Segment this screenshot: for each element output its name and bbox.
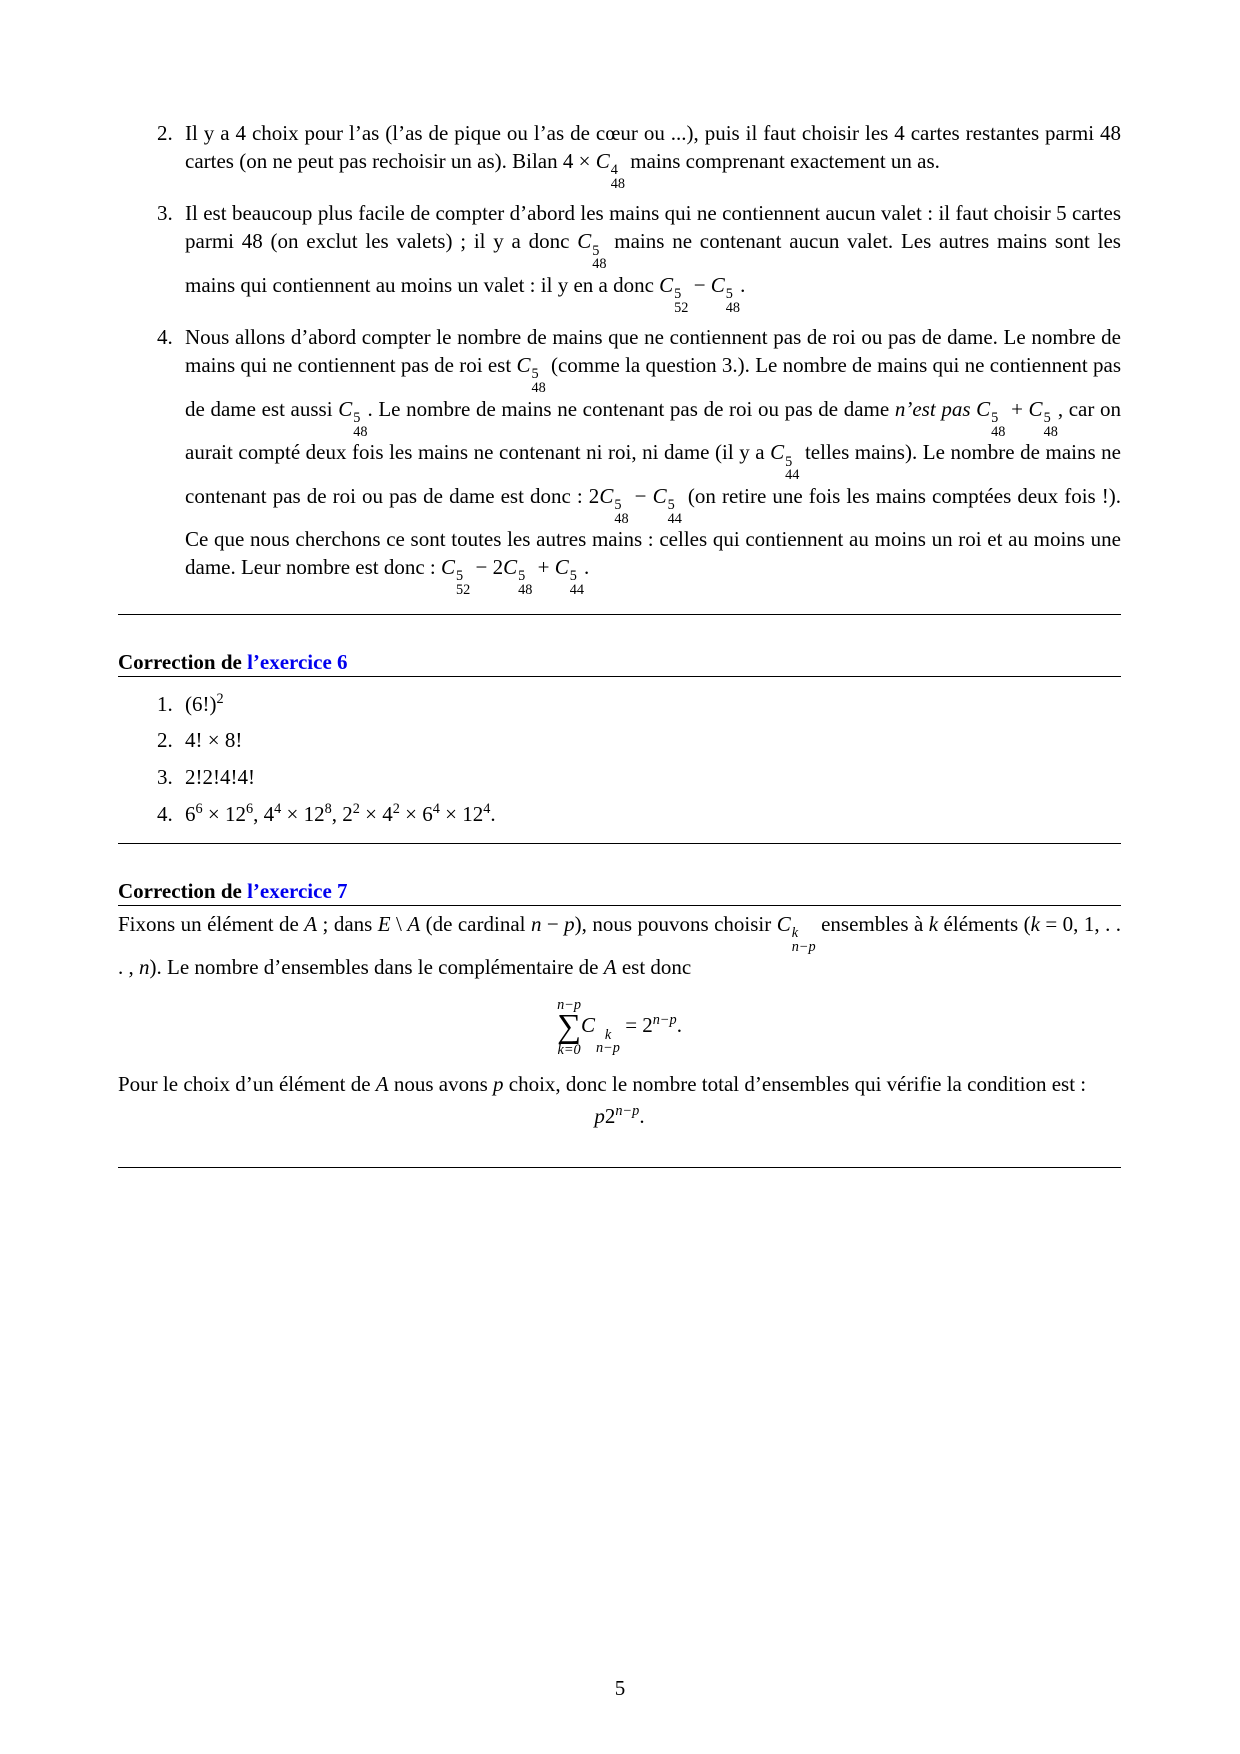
text: ), nous pouvons choisir xyxy=(574,911,777,936)
math-var: A xyxy=(407,911,421,936)
text: mains ne contenant aucun valet. Les autres mains sont les mains qui contiennent au moins un valet : il y en a donc xyxy=(185,229,1121,297)
text: (de cardinal xyxy=(420,911,531,936)
binomial-sub: 48 xyxy=(610,175,626,192)
sum-upper: n−p xyxy=(557,997,581,1014)
text: nous avons xyxy=(388,1071,494,1096)
binomial-sub: 48 xyxy=(353,423,368,440)
text: + xyxy=(532,555,555,580)
binomial-sub: 48 xyxy=(518,582,533,598)
binomial-sub: 44 xyxy=(569,582,585,598)
math-var: n xyxy=(139,955,150,980)
binomial: C xyxy=(441,555,456,580)
exercise-6-link[interactable]: l’exercice 6 xyxy=(247,649,348,674)
text: × 12 xyxy=(202,801,246,826)
binomial-sup: 5 xyxy=(991,410,999,426)
sum-operator xyxy=(557,998,581,1057)
binomial: C xyxy=(659,272,674,297)
equals: = 2 xyxy=(619,1013,653,1038)
exponent: 2 xyxy=(352,800,360,817)
text: (on retire une fois les mains comptées deux fois !). Ce que nous cherchons ce sont toutes les autres mains : celles qui contiennent au moins un roi et au moins une dame. Leur nombre est donc : xyxy=(185,483,1122,580)
text: 2!2!4!4! xyxy=(185,765,255,790)
exponent: 4 xyxy=(432,800,440,817)
divider xyxy=(118,614,1121,615)
text: mains comprenant exactement un as. xyxy=(625,148,940,173)
heading-text: Correction de xyxy=(118,649,248,674)
binomial-sup: 5 xyxy=(592,242,600,259)
binomial-indices xyxy=(611,164,625,191)
binomial-sub: n−p xyxy=(596,1040,620,1057)
binomial-indices xyxy=(792,927,816,954)
text: Fixons un élément de xyxy=(118,911,305,936)
item-number: 4. xyxy=(157,801,173,826)
text: telles mains). Le nombre de mains ne contenant pas de roi ou pas de dame est donc : 2 xyxy=(185,440,1121,508)
binomial-sup: 5 xyxy=(674,286,682,303)
text: . xyxy=(584,555,590,580)
ex6-item-2 xyxy=(157,727,1121,755)
binomial-indices xyxy=(592,242,607,273)
sigma: ∑ xyxy=(557,1008,582,1046)
binomial-sup: 5 xyxy=(667,497,675,514)
binomial: C xyxy=(599,483,614,508)
p: p xyxy=(594,1103,605,1128)
heading-text: Correction de xyxy=(118,878,248,903)
sum-formula xyxy=(118,998,1121,1057)
text: + xyxy=(1005,396,1029,421)
text: Pour le choix d’un élément de xyxy=(118,1071,376,1096)
binomial-sup: 5 xyxy=(456,568,464,585)
math-var: p xyxy=(564,911,575,936)
exponent: n−p xyxy=(615,1102,640,1119)
binomial-sup: 5 xyxy=(518,568,526,585)
text: − 2 xyxy=(470,555,504,580)
binomial-sub: 44 xyxy=(785,467,800,484)
math-var: E xyxy=(377,911,391,936)
binomial-indices xyxy=(570,570,584,597)
text: × 6 xyxy=(399,801,433,826)
binomial-indices xyxy=(518,570,532,597)
binomial-sup: 5 xyxy=(531,366,539,383)
text: , car on aurait compté deux fois les mains ne contenant ni roi, ni dame (il y a xyxy=(185,396,1121,465)
ex6-heading xyxy=(118,649,1121,677)
binomial: C xyxy=(1028,396,1043,421)
exercise-7-link[interactable]: l’exercice 7 xyxy=(247,878,348,903)
text: ensembles à xyxy=(815,911,929,936)
exponent: 4 xyxy=(274,800,282,817)
exponent: 6 xyxy=(245,800,254,817)
text: . Le nombre de mains ne contenant pas de roi ou pas de dame xyxy=(367,396,895,421)
item-number: 2. xyxy=(157,728,173,753)
binomial-indices xyxy=(531,368,545,395)
binomial: C xyxy=(503,555,518,580)
math-var: A xyxy=(304,911,318,936)
ex6-item-3 xyxy=(157,764,1121,792)
ex7-paragraph-1 xyxy=(118,911,1121,982)
binomial-sup: 5 xyxy=(614,497,622,514)
text: ). Le nombre d’ensembles dans le complémentaire de xyxy=(149,955,604,980)
binomial-indices xyxy=(456,570,470,597)
text: Il est beaucoup plus facile de compter d’abord les mains qui ne contiennent aucun valet : il faut choisir 5 cartes parmi 48 (on exclut les valets) ; il y a donc xyxy=(185,201,1121,254)
text: − xyxy=(541,911,565,936)
text: , 4 xyxy=(253,801,275,826)
ex5-item-3 xyxy=(157,200,1121,316)
binomial-sup: 5 xyxy=(353,410,361,426)
exponent: 4 xyxy=(483,800,491,817)
binomial: C xyxy=(338,396,353,421)
binomial-sup: k xyxy=(791,925,799,942)
binomial-sub: n−p xyxy=(791,938,816,955)
binomial: C xyxy=(516,353,531,378)
divider xyxy=(118,1167,1121,1168)
binomial-indices xyxy=(353,412,367,439)
binomial: C xyxy=(554,555,569,580)
text: . xyxy=(490,801,496,826)
text: ; dans xyxy=(317,911,378,936)
exponent: 6 xyxy=(195,800,203,817)
text: − xyxy=(628,483,653,508)
binomial: C xyxy=(710,272,725,297)
binomial-sub: 48 xyxy=(725,299,741,316)
binomial-sup: 4 xyxy=(610,162,618,179)
binomial-indices xyxy=(726,288,740,315)
binomial-sub: 52 xyxy=(674,299,689,316)
binomial: C xyxy=(595,148,610,173)
binomial-indices xyxy=(1044,412,1058,439)
period: . xyxy=(639,1103,645,1128)
ex6-item-4 xyxy=(157,800,1121,829)
item-number: 2. xyxy=(157,121,173,145)
text: × 4 xyxy=(359,801,393,826)
binomial-indices xyxy=(614,499,628,526)
text: . xyxy=(740,272,746,297)
item-number: 4. xyxy=(157,325,173,350)
text: choix, donc le nombre total d’ensembles qui vérifie la condition est : xyxy=(503,1071,1087,1096)
binomial-sup: 5 xyxy=(569,568,577,585)
math-var: A xyxy=(375,1071,389,1096)
page-content xyxy=(118,120,1121,1168)
math-var: k xyxy=(928,911,939,936)
text: \ xyxy=(390,911,408,936)
text: 6 xyxy=(185,801,196,826)
exponent: 8 xyxy=(324,800,332,817)
text: (comme la question 3.). Le nombre de mains qui ne contiennent pas de dame est aussi xyxy=(185,353,1121,421)
binomial-indices xyxy=(785,453,800,484)
text: × 12 xyxy=(281,801,325,826)
binomial-sup: k xyxy=(604,1026,612,1043)
item-number: 1. xyxy=(157,691,173,716)
binomial: C xyxy=(776,911,791,936)
exponent: 2 xyxy=(392,800,400,817)
math-var: p xyxy=(493,1071,504,1096)
text: − xyxy=(688,272,711,297)
item-number: 3. xyxy=(157,765,173,790)
binomial-sub: 48 xyxy=(1043,423,1058,440)
period: . xyxy=(676,1013,682,1038)
text: est donc xyxy=(616,955,692,980)
ex5-item-2 xyxy=(157,120,1121,192)
item-number: 3. xyxy=(157,201,173,226)
text: éléments ( xyxy=(938,911,1031,936)
exponent: 2 xyxy=(216,690,224,707)
binomial-sub: 48 xyxy=(531,380,546,397)
base: 2 xyxy=(604,1103,616,1128)
math-var: n’est pas xyxy=(894,396,971,421)
math-var: A xyxy=(603,955,617,980)
binomial-sub: 48 xyxy=(991,423,1006,440)
binomial-sub: 44 xyxy=(667,510,682,527)
binomial: C xyxy=(770,440,785,465)
binomial: C xyxy=(577,229,592,254)
result-formula xyxy=(118,1101,1121,1131)
ex6-item-1 xyxy=(157,690,1121,719)
ex5-item-4 xyxy=(157,324,1122,598)
divider xyxy=(118,843,1121,844)
binomial: C xyxy=(652,483,667,508)
text: × 12 xyxy=(439,801,484,826)
text: , 2 xyxy=(331,801,353,826)
page-number: 5 xyxy=(614,1676,626,1700)
math-var: k xyxy=(1030,911,1040,936)
text: (6!) xyxy=(185,691,217,716)
binomial-sup: 5 xyxy=(785,453,793,470)
ex7-heading xyxy=(118,878,1121,906)
binomial-indices xyxy=(991,412,1005,439)
binomial-sub: 52 xyxy=(456,582,471,598)
binomial-indices xyxy=(674,288,688,315)
binomial: C xyxy=(581,1013,596,1038)
ex7-paragraph-2 xyxy=(118,1071,1121,1099)
binomial: C xyxy=(976,396,991,421)
sum-lower: k=0 xyxy=(557,1041,581,1058)
binomial-sup: 5 xyxy=(1043,410,1051,426)
text: Nous allons d’abord compter le nombre de mains que ne contiennent pas de roi ou pas de dame. Le nombre de mains qui ne contiennent pas de roi est xyxy=(185,325,1121,378)
text: 4! × 8! xyxy=(185,728,243,753)
binomial-indices xyxy=(668,499,682,526)
math-var: n xyxy=(530,911,542,936)
binomial-sup: 5 xyxy=(725,286,733,303)
binomial-sub: 48 xyxy=(592,256,607,273)
text: Il y a 4 choix pour l’as (l’as de pique ou l’as de cœur ou ...), puis il faut choisir les 4 cartes restantes parmi 48 cartes (on ne peut pas rechoisir un as). Bilan 4 × xyxy=(185,121,1121,173)
text: = 0, 1, . . . , xyxy=(118,911,1122,980)
exponent: n−p xyxy=(652,1012,677,1029)
binomial-sub: 48 xyxy=(614,510,629,527)
